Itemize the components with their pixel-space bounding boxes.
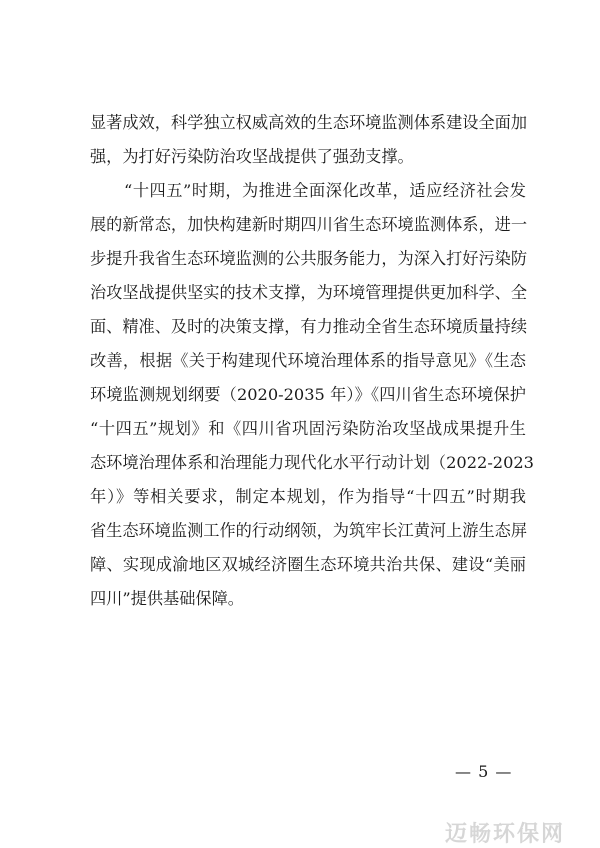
text-line: 障、实现成渝地区双城经济圈生态环境共治共保、建设“美丽 bbox=[90, 555, 526, 574]
text-line: 展的新常态，加快构建新时期四川省生态环境监测体系，进一 bbox=[90, 215, 528, 234]
text-line: 态环境治理体系和治理能力现代化水平行动计划（2022-2023 bbox=[90, 453, 534, 472]
text-line: 环境监测规划纲要（2020-2035 年）》《四川省生态环境保护 bbox=[90, 385, 526, 404]
body-text bbox=[90, 106, 534, 616]
text-line: 治攻坚战提供坚实的技术支撑，为环境管理提供更加科学、全 bbox=[90, 283, 528, 302]
page-number: — 5 — bbox=[455, 762, 513, 781]
text-line: 年）》等相关要求，制定本规划，作为指导“十四五”时期我 bbox=[90, 487, 526, 506]
text-line: 省生态环境监测工作的行动纲领，为筑牢长江黄河上游生态屏 bbox=[90, 521, 528, 540]
text-line: 显著成效，科学独立权威高效的生态环境监测体系建设全面加 bbox=[90, 113, 528, 132]
watermark: 迈畅环保网 bbox=[445, 822, 566, 847]
text-line: 四川”提供基础保障。 bbox=[90, 589, 244, 608]
text-line: 步提升我省生态环境监测的公共服务能力，为深入打好污染防 bbox=[90, 249, 528, 268]
text-line: 面、精准、及时的决策支撑，有力推动全省生态环境质量持续 bbox=[90, 317, 528, 336]
text-line: 改善，根据《关于构建现代环境治理体系的指导意见》《生态 bbox=[90, 351, 526, 370]
text-line: “十四五”时期，为推进全面深化改革，适应经济社会发 bbox=[124, 181, 526, 200]
text-line: “十四五”规划》和《四川省巩固污染防治攻坚战成果提升生 bbox=[90, 419, 526, 438]
text-line: 强，为打好污染防治攻坚战提供了强劲支撑。 bbox=[90, 147, 414, 166]
